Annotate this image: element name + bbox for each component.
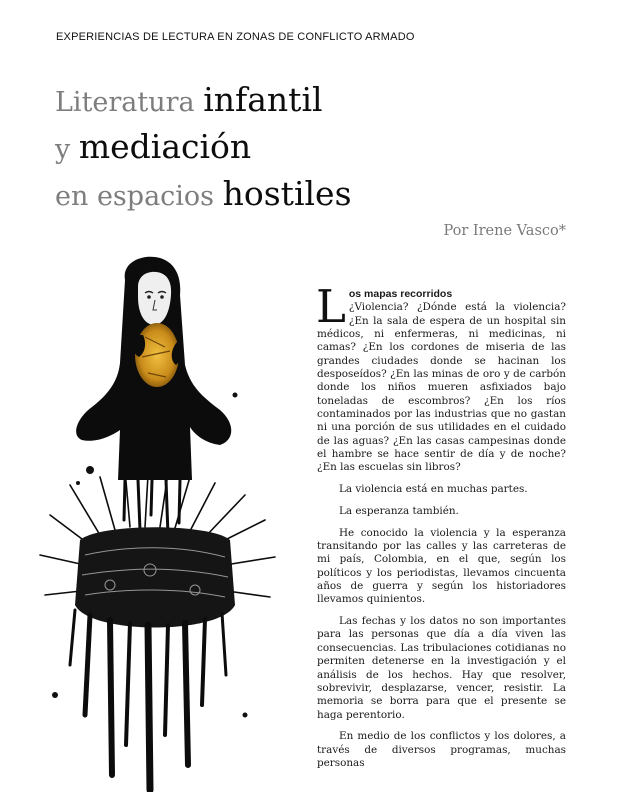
title-line-1-light: Literatura	[55, 87, 204, 118]
paragraph-5: Las fechas y los datos no son importantes para las personas que día a día viven las consecuencias. Las tribulaciones cotidianas no permiten detenerse en la investigación y el análisis de los hechos. Hay que resolver, sobrevivir, desplazarse, vencer, resistir. La memoria se borra para que el presente se haga perentorio.	[317, 615, 566, 721]
title-line-2-dark: mediación	[78, 127, 252, 166]
paragraph-3: La esperanza también.	[339, 504, 459, 517]
title-line-2-light: y	[55, 134, 79, 165]
paragraph-1	[316, 280, 566, 475]
paragraph-6: En medio de los conflictos y los dolores, a través de diversos programas, muchas personas	[317, 730, 566, 769]
figure-illustration	[30, 245, 290, 792]
drop-cap: L	[316, 280, 346, 333]
title-line-3-light: en espacios	[55, 181, 223, 212]
title-line-3	[55, 172, 352, 219]
title-line-1	[55, 78, 352, 125]
paragraph-2: La violencia está en muchas partes.	[339, 483, 528, 496]
author-byline: Por Irene Vasco*	[443, 223, 566, 239]
paragraph-4: He conocido la violencia y la esperanza transitando por las calles y las carreteras de mi país, Colombia, en el que, según los políticos y los periodistas, llevamos cincuenta años de guerra y según los historiadores llevamos quinientos.	[317, 526, 566, 606]
title-line-3-dark: hostiles	[222, 174, 352, 213]
section-kicker: EXPERIENCIAS DE LECTURA EN ZONAS DE CONFLICTO ARMADO	[56, 31, 415, 43]
section-subhead: os mapas recorridos	[348, 288, 453, 300]
title-line-2	[55, 125, 352, 172]
paragraph-1-text: ¿Violencia? ¿Dónde está la violencia? ¿En la sala de espera de un hospital sin médicos, ni enfermeras, ni medicinas, ni camas? ¿En los cordones de miseria de las grandes ciudades donde se hacinan los desposeídos? ¿En las minas de oro y de carbón donde los niños mueren asfixiados bajo toneladas de escombros? ¿En los ríos contaminados por las industrias que no gastan ni una porción de sus utilidades en el cuidado de las aguas? ¿En las casas campesinas donde el hambre se hace sentir de día y de noche? ¿En las escuelas sin libros?	[317, 301, 566, 474]
title-line-1-dark: infantil	[203, 80, 323, 119]
article-body	[316, 280, 566, 779]
article-title	[55, 78, 352, 219]
